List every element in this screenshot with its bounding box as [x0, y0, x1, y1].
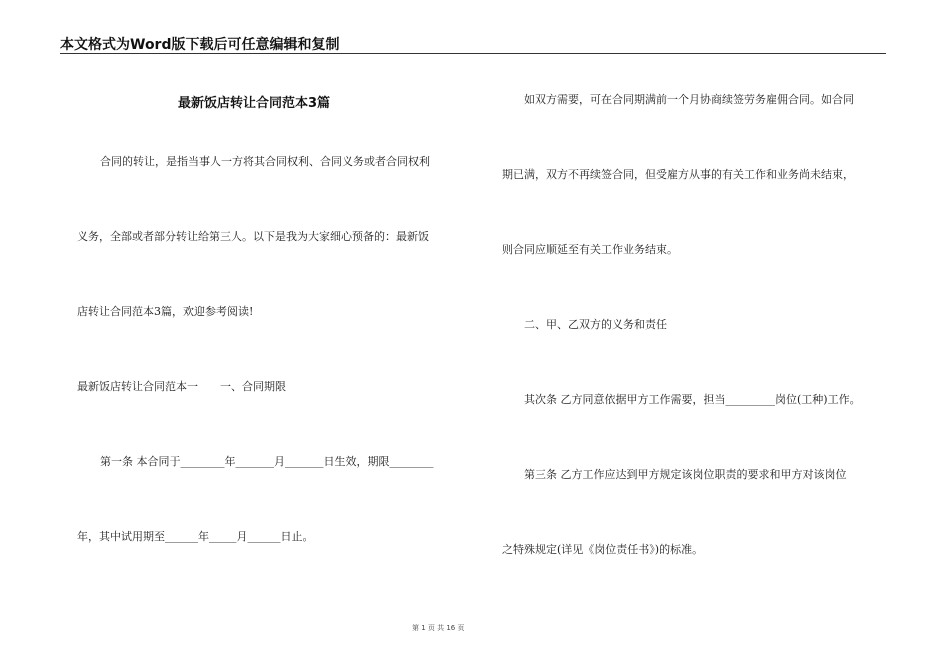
right-paragraph-line: 期已满，双方不再续签合同，但受雇方从事的有关工作和业务尚未结束， — [502, 168, 854, 181]
left-clause-line: 第一条 本合同于________年_______月_______日生效，期限________ — [100, 455, 434, 468]
right-clause-line: 之特殊规定(详见《岗位责任书》)的标准。 — [502, 543, 704, 556]
left-paragraph-line: 合同的转让，是指当事人一方将其合同权利、合同义务或者合同权利 — [100, 155, 430, 168]
left-paragraph-line: 义务，全部或者部分转让给第三人。以下是我为大家细心预备的：最新饭 — [77, 230, 429, 243]
header-banner: 本文格式为Word版下载后可任意编辑和复制 — [60, 37, 340, 53]
right-paragraph-line: 如双方需要，可在合同期满前一个月协商续签劳务雇佣合同。如合同 — [524, 93, 854, 106]
page-number: 第 1 页 共 16 页 — [412, 624, 465, 632]
right-clause-line: 其次条 乙方同意依据甲方工作需要，担当_________岗位(工种)工作。 — [524, 393, 861, 406]
left-clause-line: 年，其中试用期至______年_____月______日止。 — [77, 530, 314, 543]
right-paragraph-line: 则合同应顺延至有关工作业务结束。 — [502, 243, 678, 256]
document-title: 最新饭店转让合同范本3篇 — [178, 96, 331, 111]
right-section-heading: 二、甲、乙双方的义务和责任 — [524, 318, 667, 331]
right-clause-line: 第三条 乙方工作应达到甲方规定该岗位职责的要求和甲方对该岗位 — [524, 468, 847, 481]
left-paragraph-line: 店转让合同范本3篇，欢迎参考阅读! — [77, 305, 254, 318]
header-divider — [60, 53, 886, 54]
left-section-heading: 最新饭店转让合同范本一 一、合同期限 — [77, 380, 286, 393]
